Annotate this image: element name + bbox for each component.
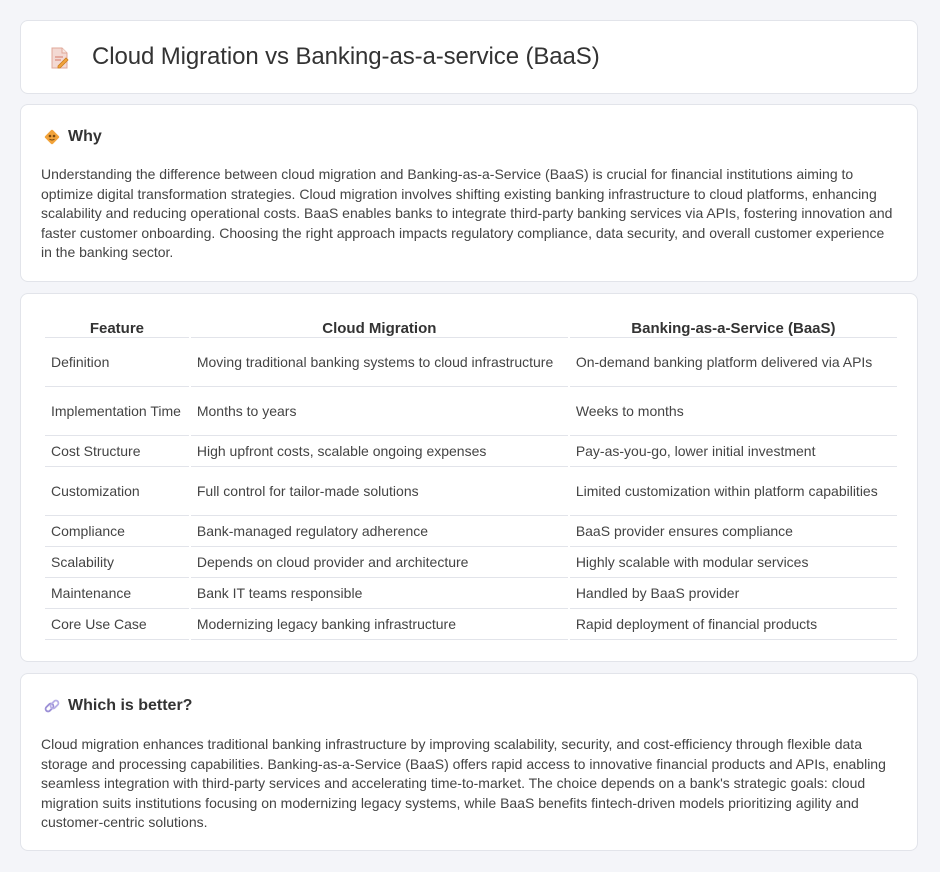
table-row (45, 609, 897, 640)
baas-cell: BaaS provider ensures compliance (570, 516, 897, 547)
baas-cell: Highly scalable with modular services (570, 547, 897, 578)
page-title: Cloud Migration vs Banking-as-a-service (BaaS) (92, 43, 600, 70)
table-row (45, 467, 897, 516)
baas-cell: Weeks to months (570, 387, 897, 436)
cloud-migration-cell: Modernizing legacy banking infrastructure (191, 609, 568, 640)
table-row (45, 338, 897, 387)
feature-cell: Core Use Case (45, 609, 189, 640)
why-text: Understanding the difference between cloud migration and Banking-as-a-Service (BaaS) is crucial for financial institutions aiming to optimize digital transformation strategies. Cloud migration involves shifting existing banking infrastructure to cloud platforms, enhancing scalability and reducing operational costs. BaaS enables banks to integrate third-party banking services via APIs, fostering innovation and faster customer onboarding. Choosing the right approach impacts regulatory compliance, data security, and overall customer experience in the banking sector. (41, 166, 893, 260)
better-text: Cloud migration enhances traditional banking infrastructure by improving scalability, security, and cost-efficiency through flexible data storage and processing capabilities. Banking-as-a-Service (BaaS) offers rapid access to innovative financial products and APIs, enabling seamless integration with third-party services and accelerating time-to-market. The choice depends on a bank's strategic goals: cloud migration suits institutions focusing on modernizing legacy systems, while BaaS benefits fintech-driven models prioritizing agility and customer-centric solutions. (41, 736, 886, 830)
baas-cell: Pay-as-you-go, lower initial investment (570, 436, 897, 467)
title-card (20, 20, 918, 94)
table-row (45, 516, 897, 547)
feature-cell: Maintenance (45, 578, 189, 609)
comparison-table-card (20, 293, 918, 662)
which-is-better-section (20, 673, 918, 851)
cloud-migration-cell: Moving traditional banking systems to cloud infrastructure (191, 338, 568, 387)
why-heading-row (43, 127, 102, 147)
feature-cell: Implementation Time (45, 387, 189, 436)
feature-cell: Definition (45, 338, 189, 387)
why-heading: Why (68, 128, 102, 145)
feature-cell: Compliance (45, 516, 189, 547)
feature-cell: Cost Structure (45, 436, 189, 467)
table-row (45, 436, 897, 467)
table-row (45, 547, 897, 578)
baas-cell: On-demand banking platform delivered via APIs (570, 338, 897, 387)
cloud-migration-cell: Full control for tailor-made solutions (191, 467, 568, 516)
cloud-migration-cell: Bank-managed regulatory adherence (191, 516, 568, 547)
column-header-feature: Feature (45, 316, 189, 338)
baas-cell: Handled by BaaS provider (570, 578, 897, 609)
why-section (20, 104, 918, 282)
better-heading: Which is better? (68, 697, 193, 714)
column-header-cloud-migration: Cloud Migration (191, 316, 568, 338)
comparison-table (43, 316, 899, 640)
better-heading-row (43, 696, 192, 716)
table-row (45, 578, 897, 609)
baas-cell: Rapid deployment of financial products (570, 609, 897, 640)
cloud-migration-cell: Bank IT teams responsible (191, 578, 568, 609)
baas-cell: Limited customization within platform capabilities (570, 467, 897, 516)
feature-cell: Customization (45, 467, 189, 516)
link-icon (43, 697, 61, 715)
table-row (45, 387, 897, 436)
table-header-row (45, 316, 897, 338)
cloud-migration-cell: Depends on cloud provider and architecture (191, 547, 568, 578)
feature-cell: Scalability (45, 547, 189, 578)
cloud-migration-cell: Months to years (191, 387, 568, 436)
column-header-baas: Banking-as-a-Service (BaaS) (570, 316, 897, 338)
diamond-warning-icon (43, 128, 61, 146)
document-icon (49, 47, 69, 69)
cloud-migration-cell: High upfront costs, scalable ongoing expenses (191, 436, 568, 467)
